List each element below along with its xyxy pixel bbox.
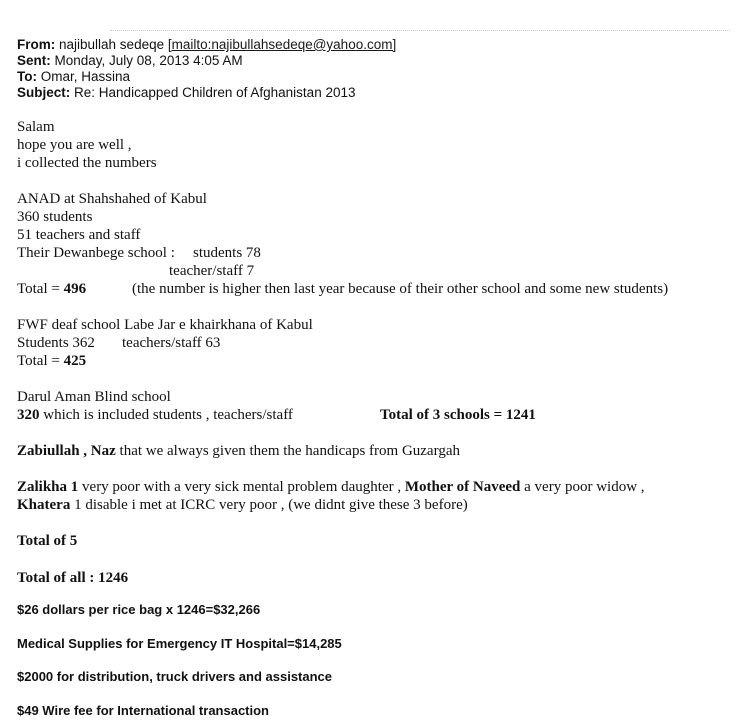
zabiullah-rest: that we always given them the handicaps from Guzargah <box>115 443 460 459</box>
fwf-counts-line <box>17 334 95 352</box>
subject-value: Re: Handicapped Children of Afghanistan 2013 <box>74 85 356 100</box>
anad-total-label: Total = <box>17 281 64 297</box>
cost-medical: Medical Supplies for Emergency IT Hospital=$14,285 <box>17 636 342 651</box>
anad-students: 360 students <box>17 209 93 225</box>
naveed-desc: a very poor widow , <box>520 479 645 495</box>
greeting-collected: i collected the numbers <box>17 155 157 171</box>
three-schools-total: Total of 3 schools = 1241 <box>380 407 536 423</box>
zabiullah-line <box>17 442 460 460</box>
khatera-desc: 1 disable i met at ICRC very poor , (we didnt give these 3 before) <box>70 497 468 513</box>
anad-dewan-staff: teacher/staff 7 <box>169 263 255 279</box>
to-line <box>17 69 130 85</box>
to-label: To: <box>17 69 37 84</box>
sent-value: Monday, July 08, 2013 4:05 AM <box>54 53 243 68</box>
zalikha-name: Zalikha 1 <box>17 479 79 495</box>
darul-title: Darul Aman Blind school <box>17 389 171 405</box>
zabiullah-names: Zabiullah , Naz <box>17 443 116 459</box>
naveed-name: Mother of Naveed <box>401 479 521 495</box>
anad-total-line <box>17 280 86 298</box>
to-value: Omar, Hassina <box>40 69 131 84</box>
fwf-total-value: 425 <box>63 353 87 369</box>
cost-distribution: $2000 for distribution, truck drivers and assistance <box>17 669 333 684</box>
cost-wire: $49 Wire fee for International transaction <box>17 703 270 718</box>
sent-line <box>17 53 243 69</box>
anad-dewan-students: students 78 <box>193 245 261 261</box>
fwf-students: Students 362 <box>17 335 95 351</box>
faint-top-rule <box>110 30 730 31</box>
total-of-all: Total of all : 1246 <box>17 570 129 586</box>
subject-label: Subject: <box>17 85 71 100</box>
fwf-total-label: Total = <box>17 353 64 369</box>
fwf-title: FWF deaf school Labe Jar e khairkhana of Kabul <box>17 317 313 333</box>
from-name: najibullah sedeqe <box>59 37 165 52</box>
darul-desc: which is included students , teachers/staff <box>39 407 293 423</box>
anad-total-value: 496 <box>63 281 87 297</box>
fwf-staff: teachers/staff 63 <box>122 335 221 351</box>
greeting-salam: Salam <box>17 119 55 135</box>
from-label: From: <box>17 37 56 52</box>
anad-staff: 51 teachers and staff <box>17 227 141 243</box>
greeting-hope: hope you are well , <box>17 137 132 153</box>
zalikha-desc: very poor with a very sick mental problem daughter , <box>78 479 402 495</box>
total-of-5: Total of 5 <box>17 533 78 549</box>
from-line <box>17 37 396 53</box>
from-mailto-link[interactable]: [mailto:najibullahsedeqe@yahoo.com] <box>167 37 397 52</box>
subject-line <box>17 85 355 101</box>
anad-dewan-line <box>17 244 175 262</box>
anad-note: (the number is higher then last year because of their other school and some new students) <box>132 281 669 297</box>
anad-dewan-label: Their Dewanbege school : <box>17 245 175 261</box>
khatera-name: Khatera <box>17 497 71 513</box>
darul-line <box>17 406 293 424</box>
cost-rice: $26 dollars per rice bag x 1246=$32,266 <box>17 602 261 617</box>
fwf-total-line <box>17 352 86 370</box>
sent-label: Sent: <box>17 53 51 68</box>
zalikha-line <box>17 478 645 496</box>
khatera-line <box>17 496 468 514</box>
darul-count: 320 <box>17 407 40 423</box>
anad-title: ANAD at Shahshahed of Kabul <box>17 191 207 207</box>
